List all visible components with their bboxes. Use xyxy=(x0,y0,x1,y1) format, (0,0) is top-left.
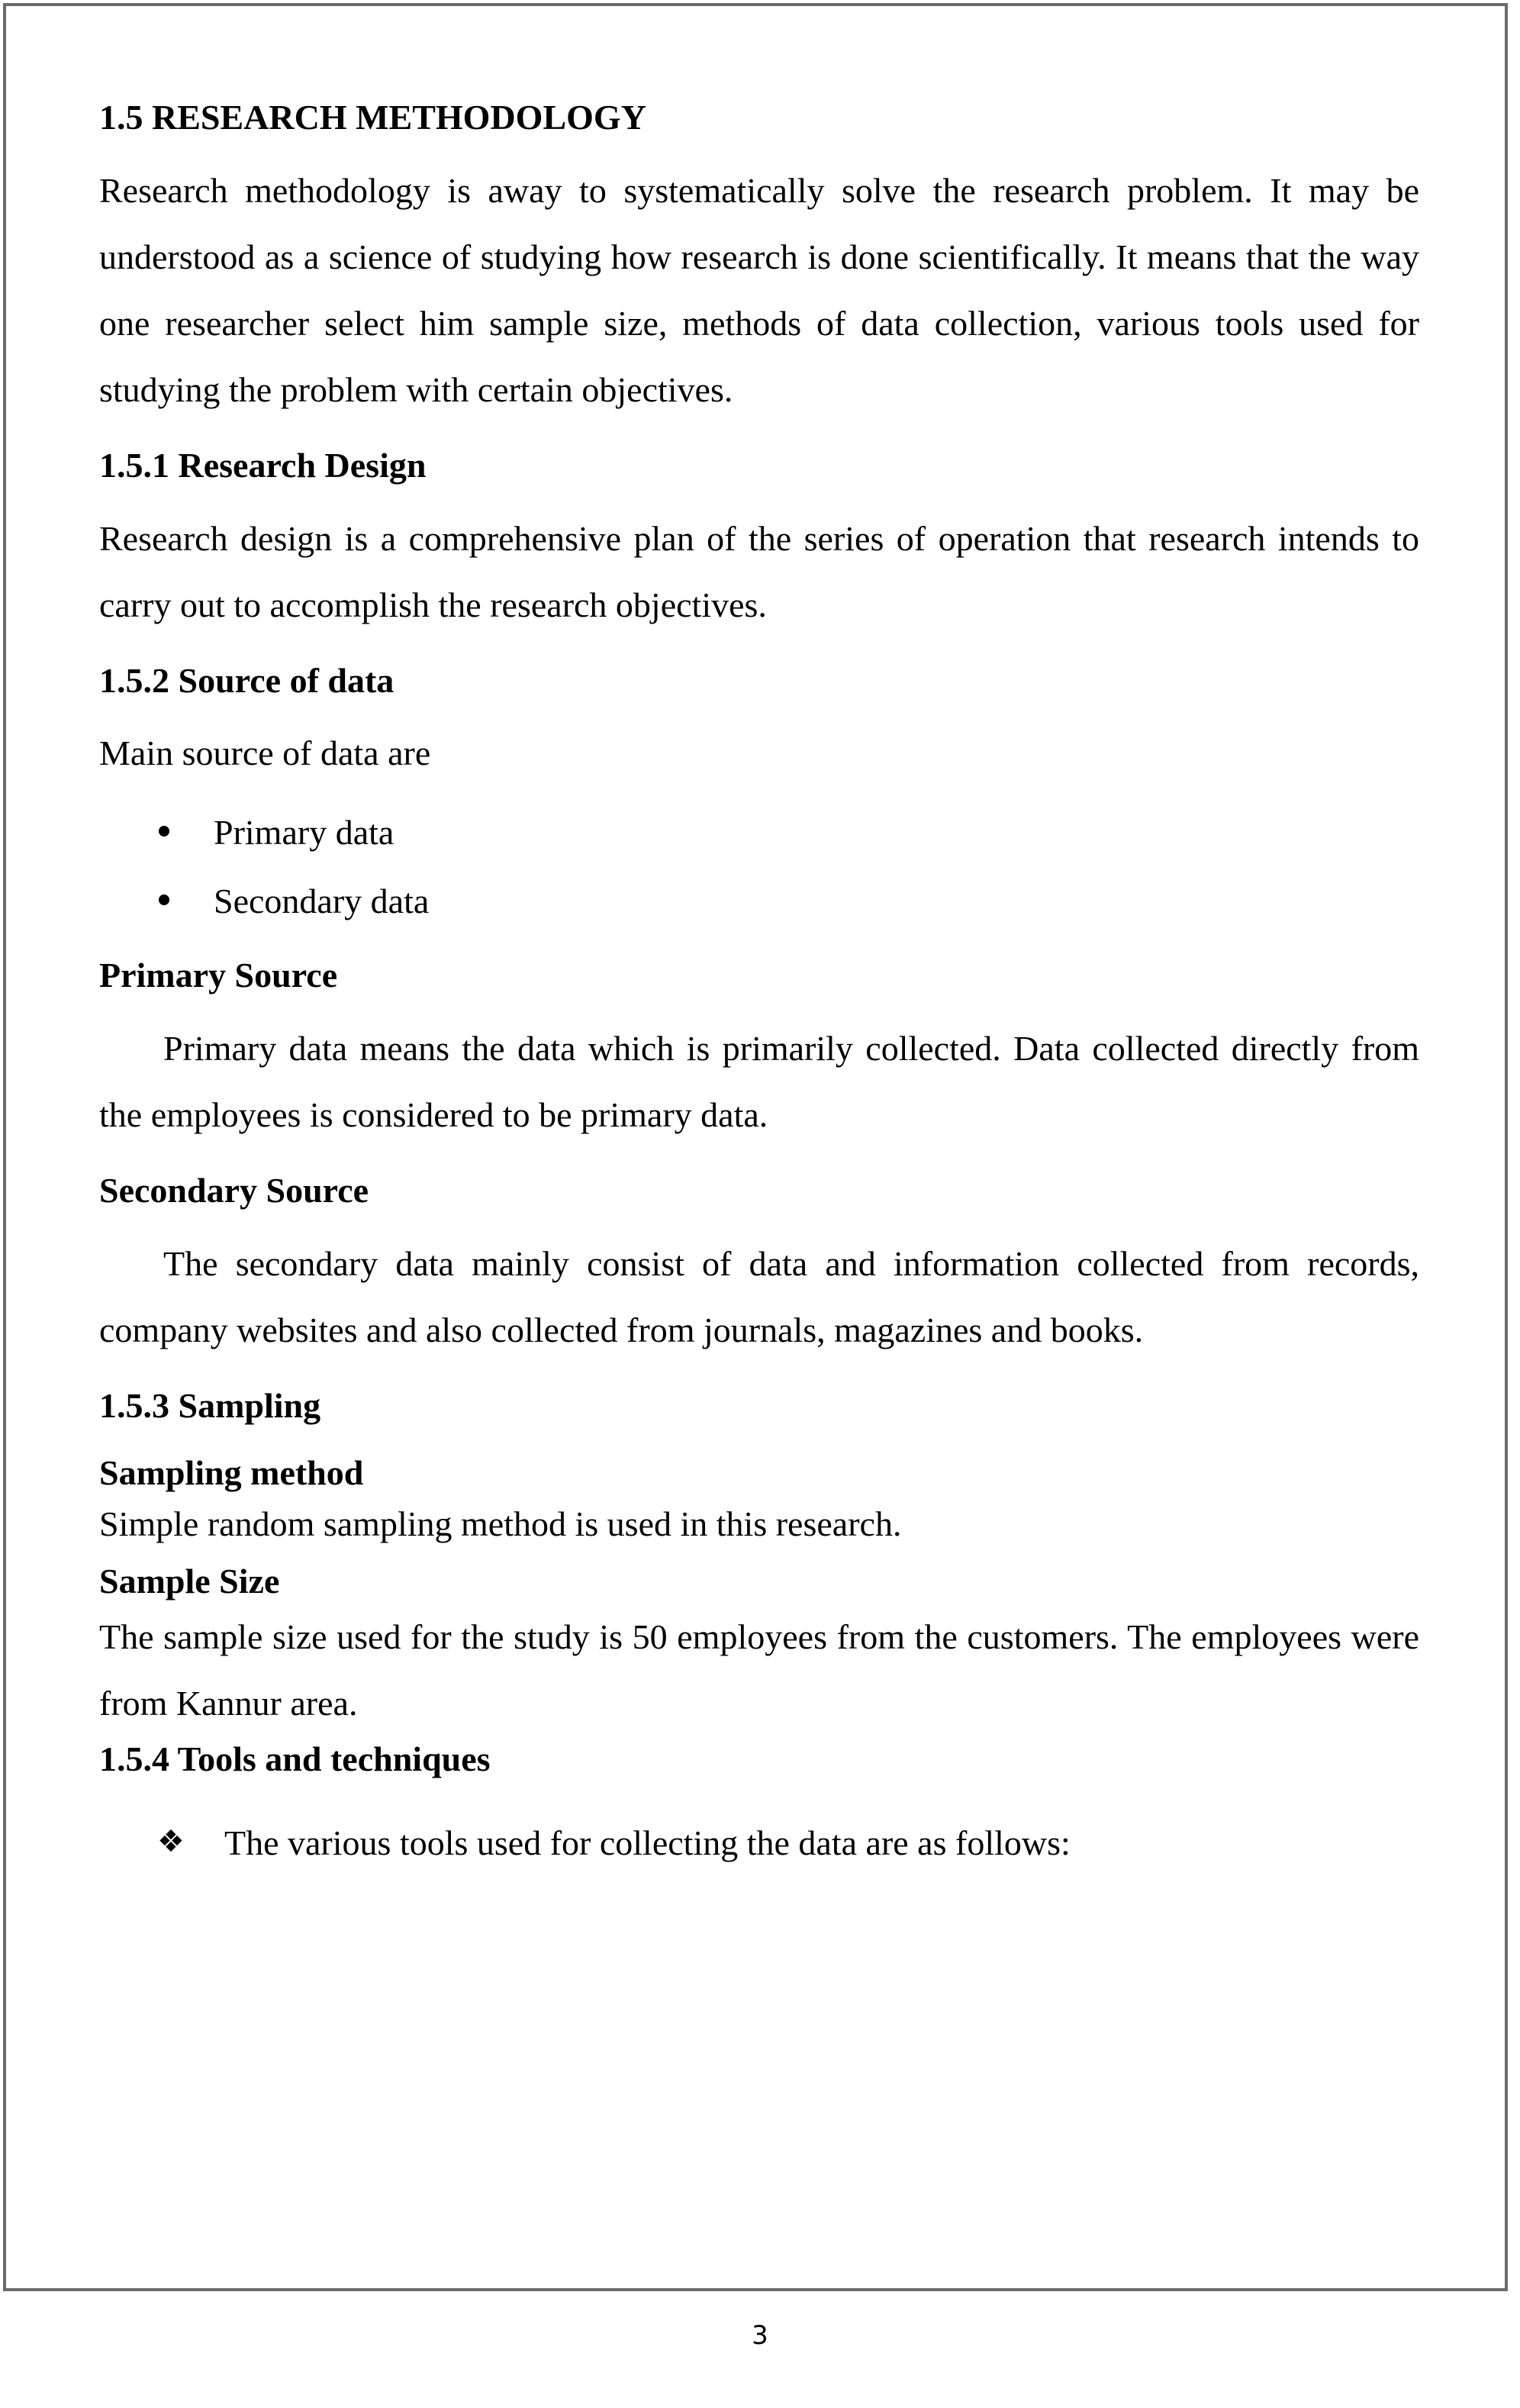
source-of-data-heading: 1.5.2 Source of data xyxy=(99,660,394,700)
secondary-source-paragraph: The secondary data mainly consist of data and information collected from records, company websites and also collected from journals, magazines and books. xyxy=(99,1243,1419,1349)
sampling-heading: 1.5.3 Sampling xyxy=(99,1385,321,1425)
list-item-label: Secondary data xyxy=(214,882,430,921)
sample-size-paragraph: The sample size used for the study is 50 employees from the customers. The employees were from Kannur area. xyxy=(99,1617,1419,1723)
primary-source-heading: Primary Source xyxy=(99,956,338,995)
bullet-icon xyxy=(159,826,169,837)
bullet-icon xyxy=(159,895,169,905)
research-design-heading: 1.5.1 Research Design xyxy=(99,445,427,485)
list-item xyxy=(99,1813,1419,1874)
section-title: 1.5 RESEARCH METHODOLOGY xyxy=(99,98,646,137)
page-number: 3 xyxy=(752,2320,768,2351)
list-item-label: Primary data xyxy=(214,813,394,853)
tools-heading: 1.5.4 Tools and techniques xyxy=(99,1739,491,1779)
sampling-method-heading: Sampling method xyxy=(99,1452,364,1492)
sample-size-heading: Sample Size xyxy=(99,1561,280,1600)
source-of-data-intro: Main source of data are xyxy=(99,733,431,773)
list-item xyxy=(99,867,1419,936)
list-item-label: The various tools used for collecting the data are as follows: xyxy=(224,1823,1071,1863)
secondary-source-heading: Secondary Source xyxy=(99,1171,369,1210)
intro-paragraph: Research methodology is away to systematically solve the research problem. It may be understood as a science of studying how research is done scientifically. It means that the way one researcher select him sample size, methods of data collection, various tools used for studying the problem with certain objectives. xyxy=(99,170,1419,409)
data-source-list xyxy=(99,798,1419,936)
primary-source-paragraph: Primary data means the data which is primarily collected. Data collected directly from the employees is considered to be primary data. xyxy=(99,1029,1419,1135)
list-item xyxy=(99,798,1419,867)
tools-list xyxy=(99,1813,1419,1874)
sampling-method-paragraph: Simple random sampling method is used in this research. xyxy=(99,1504,902,1543)
diamond-bullet-icon: ❖ xyxy=(157,1824,185,1860)
research-design-paragraph: Research design is a comprehensive plan of the series of operation that research intends to carry out to accomplish the research objectives. xyxy=(99,518,1419,624)
document-body xyxy=(99,95,1419,1874)
